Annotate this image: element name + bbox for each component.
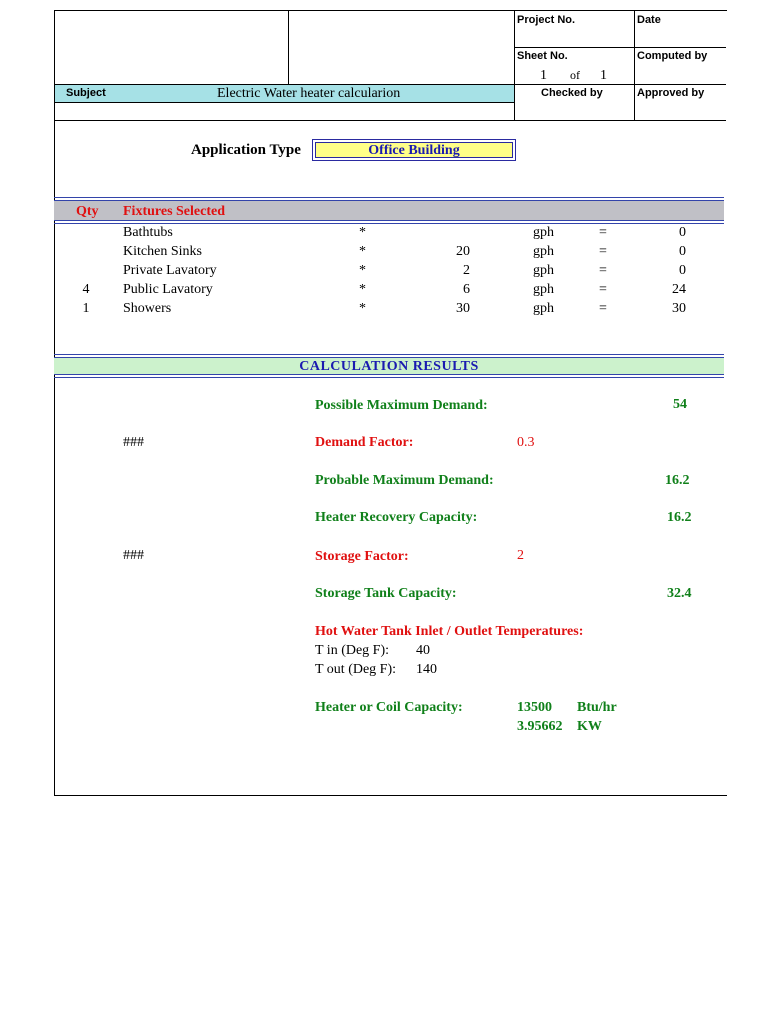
storage-factor-label: Storage Factor: — [315, 549, 409, 564]
fixture-total: 30 — [672, 301, 686, 316]
fixture-rate: 2 — [463, 263, 470, 278]
t-in-value[interactable]: 40 — [416, 643, 430, 658]
temperatures-title: Hot Water Tank Inlet / Outlet Temperatures: — [315, 624, 584, 639]
title-block-divider — [288, 11, 289, 84]
application-type-value: Office Building — [315, 142, 513, 158]
fixture-rate: 20 — [456, 244, 470, 259]
approved-by-label: Approved by — [637, 87, 705, 99]
qty-header: Qty — [76, 204, 99, 219]
fixture-equals: = — [599, 263, 607, 278]
demand-factor-label: Demand Factor: — [315, 435, 414, 450]
coil-kw-value: 3.95662 — [517, 719, 563, 734]
fixture-operator: * — [359, 263, 366, 278]
fixture-name: Bathtubs — [123, 225, 173, 240]
sheet-total: 1 — [600, 68, 607, 83]
fixture-unit: gph — [533, 282, 554, 297]
computed-by-label: Computed by — [637, 50, 708, 62]
fixture-equals: = — [599, 244, 607, 259]
fixture-qty[interactable]: 4 — [82, 282, 90, 297]
fixture-name: Kitchen Sinks — [123, 244, 202, 259]
fixture-operator: * — [359, 225, 366, 240]
fixture-qty[interactable]: 1 — [82, 301, 90, 316]
t-in-label: T in (Deg F): — [315, 643, 390, 658]
overflow-cell: ### — [123, 435, 144, 450]
coil-btu-value: 13500 — [517, 700, 552, 715]
coil-capacity-label: Heater or Coil Capacity: — [315, 700, 463, 715]
sheet-no-label: Sheet No. — [517, 50, 568, 62]
possible-max-demand-value: 54 — [673, 397, 687, 412]
fixture-name: Private Lavatory — [123, 263, 217, 278]
fixture-total: 0 — [679, 244, 686, 259]
date-label: Date — [637, 14, 661, 26]
fixture-name: Showers — [123, 301, 172, 316]
fixture-equals: = — [599, 225, 607, 240]
project-no-label: Project No. — [517, 14, 576, 26]
fixture-operator: * — [359, 282, 366, 297]
coil-kw-unit: KW — [577, 719, 602, 734]
section-separator — [54, 220, 724, 224]
subject-value: Electric Water heater calcularion — [217, 86, 401, 101]
probable-max-demand-value: 16.2 — [665, 473, 690, 488]
demand-factor-value[interactable]: 0.3 — [517, 435, 535, 450]
fixture-equals: = — [599, 282, 607, 297]
title-block-divider — [54, 120, 726, 121]
t-out-value[interactable]: 140 — [416, 662, 437, 677]
overflow-cell: ### — [123, 548, 144, 563]
fixture-total: 0 — [679, 263, 686, 278]
sheet-current: 1 — [540, 68, 547, 83]
fixture-unit: gph — [533, 301, 554, 316]
fixture-unit: gph — [533, 225, 554, 240]
title-block-divider — [514, 47, 726, 48]
title-block-divider — [514, 84, 726, 85]
storage-tank-label: Storage Tank Capacity: — [315, 586, 457, 601]
heater-recovery-label: Heater Recovery Capacity: — [315, 510, 478, 525]
heater-recovery-value: 16.2 — [667, 510, 692, 525]
fixture-rate: 6 — [463, 282, 470, 297]
fixture-name: Public Lavatory — [123, 282, 213, 297]
application-type-field[interactable] — [312, 139, 516, 161]
sheet-of: of — [570, 68, 580, 82]
t-out-label: T out (Deg F): — [315, 662, 397, 677]
probable-max-demand-label: Probable Maximum Demand: — [315, 473, 494, 488]
storage-factor-value[interactable]: 2 — [517, 548, 524, 563]
fixture-operator: * — [359, 244, 366, 259]
fixture-unit: gph — [533, 263, 554, 278]
possible-max-demand-label: Possible Maximum Demand: — [315, 398, 488, 413]
fixture-rate: 30 — [456, 301, 470, 316]
fixture-operator: * — [359, 301, 366, 316]
subject-label: Subject — [66, 87, 106, 99]
coil-btu-unit: Btu/hr — [577, 700, 617, 715]
checked-by-label: Checked by — [541, 87, 603, 99]
fixture-equals: = — [599, 301, 607, 316]
storage-tank-value: 32.4 — [667, 586, 692, 601]
fixture-total: 24 — [672, 282, 686, 297]
title-block-divider — [514, 11, 515, 121]
title-block-divider — [634, 11, 635, 121]
fixture-unit: gph — [533, 244, 554, 259]
application-type-label: Application Type — [191, 142, 301, 158]
fixtures-header: Fixtures Selected — [123, 204, 225, 219]
calc-results-title: CALCULATION RESULTS — [299, 359, 479, 374]
fixture-total: 0 — [679, 225, 686, 240]
